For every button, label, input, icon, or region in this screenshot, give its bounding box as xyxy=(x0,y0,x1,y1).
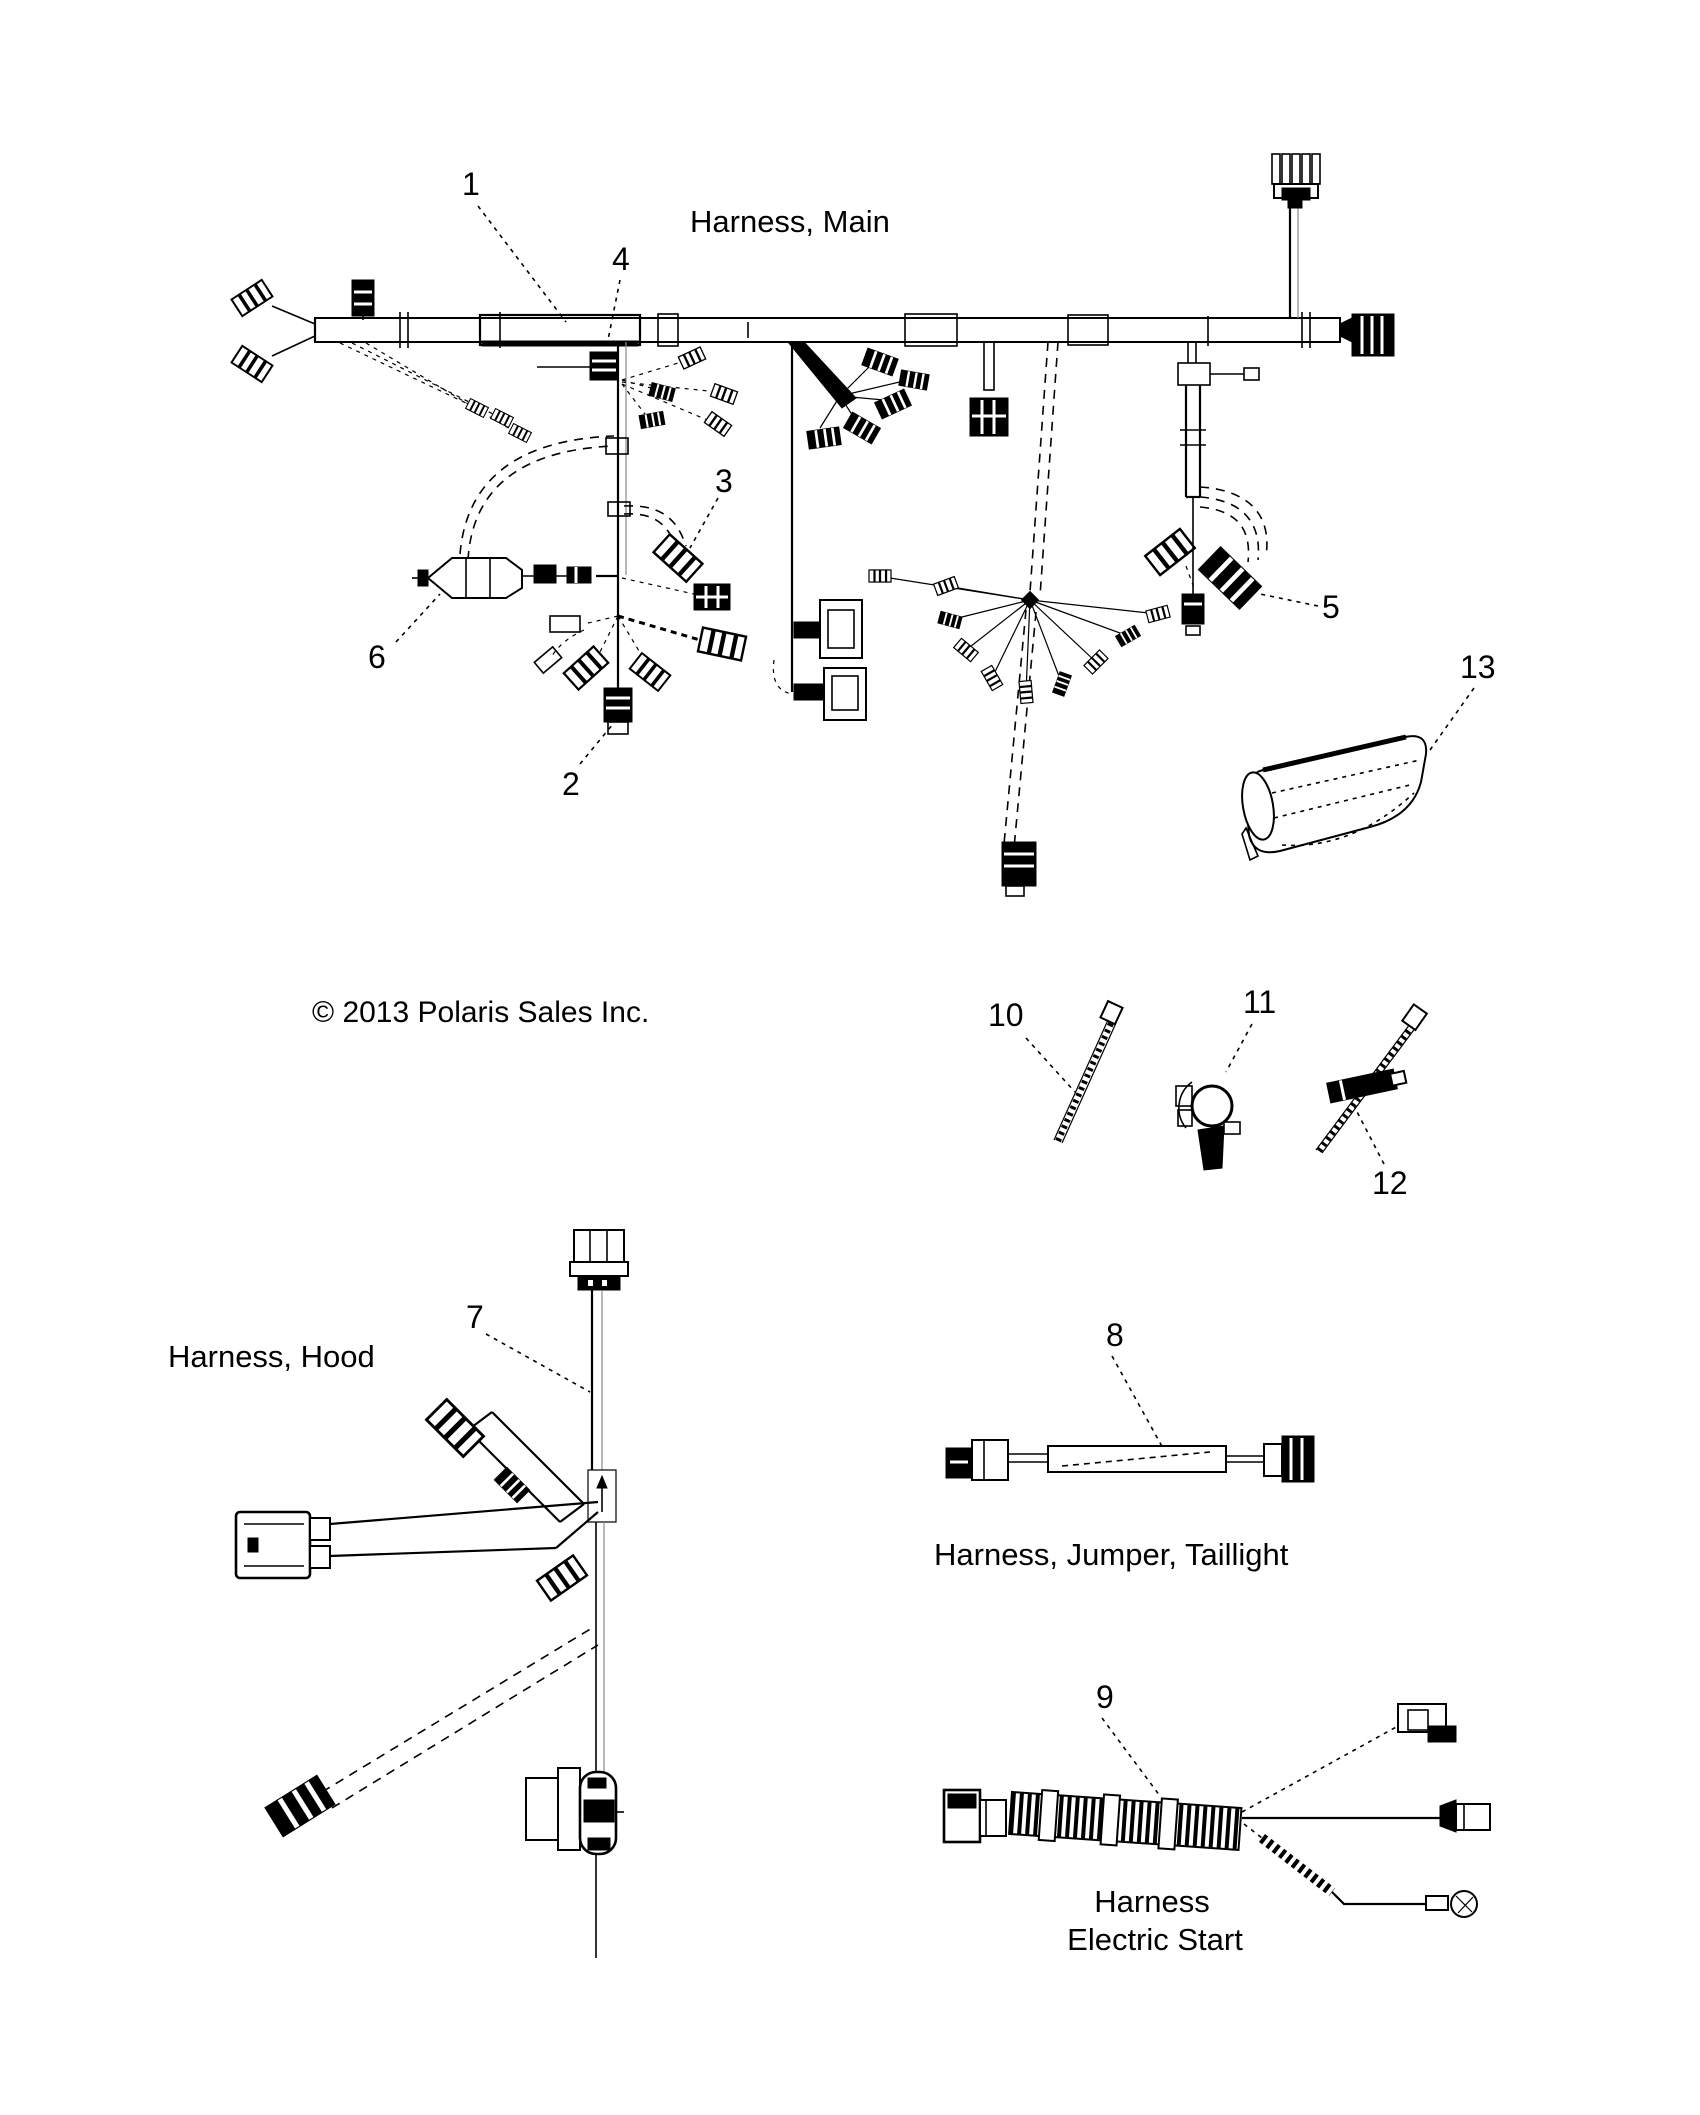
terminal xyxy=(938,611,962,628)
main-right-end-connector xyxy=(1340,314,1394,356)
connector xyxy=(862,348,898,375)
label-electric-start-1: Harness xyxy=(1094,1884,1210,1919)
terminal xyxy=(639,411,665,428)
callout-5: 5 xyxy=(1322,589,1340,625)
hood-main-connector xyxy=(236,1512,330,1578)
terminal xyxy=(1115,625,1140,646)
headlight-connector xyxy=(526,1768,624,1854)
part-13-boot xyxy=(1237,736,1426,860)
terminal xyxy=(934,577,959,596)
part-11-clamp xyxy=(1176,1082,1240,1170)
callout-7: 7 xyxy=(466,1299,484,1335)
connector xyxy=(266,1776,334,1836)
terminal xyxy=(704,412,731,437)
connector xyxy=(574,1230,624,1262)
terminal xyxy=(954,638,979,661)
clamp xyxy=(1178,363,1210,385)
connector xyxy=(352,280,374,316)
terminal xyxy=(981,665,1002,690)
label-harness-hood: Harness, Hood xyxy=(168,1339,375,1374)
connector xyxy=(1398,1704,1456,1742)
main-harness xyxy=(232,154,1394,896)
terminal xyxy=(678,347,705,369)
callout-9: 9 xyxy=(1096,1679,1114,1715)
label-electric-start-2: Electric Start xyxy=(1067,1922,1243,1957)
callout-12: 12 xyxy=(1372,1165,1408,1201)
electric-start-harness xyxy=(944,1704,1490,1917)
connector xyxy=(1182,594,1204,624)
connector xyxy=(232,346,273,382)
callout-1: 1 xyxy=(462,166,480,202)
terminal xyxy=(491,409,514,428)
corrugated-tube xyxy=(1009,1788,1242,1854)
connector-4 xyxy=(590,352,618,380)
connector xyxy=(807,427,841,449)
callout-10: 10 xyxy=(988,997,1024,1033)
main-topright-connector xyxy=(1272,154,1320,318)
connector xyxy=(1002,842,1036,886)
connector xyxy=(232,280,273,316)
spade-terminal xyxy=(1456,1804,1490,1830)
terminal xyxy=(564,646,608,689)
main-branch-center xyxy=(773,342,1170,896)
callout-6: 6 xyxy=(368,639,386,675)
connector xyxy=(844,412,881,443)
jumper-harness xyxy=(946,1436,1314,1482)
terminal xyxy=(1053,672,1072,697)
terminal xyxy=(698,628,746,661)
terminal xyxy=(630,653,671,691)
connector xyxy=(494,1467,529,1502)
relay-socket xyxy=(820,600,862,658)
terminal xyxy=(1146,605,1170,622)
callout-8: 8 xyxy=(1106,1317,1124,1353)
part-10-cable-tie xyxy=(1054,1001,1123,1143)
copyright-text: © 2013 Polaris Sales Inc. xyxy=(312,996,650,1029)
part-12-cable-tie-mount xyxy=(1316,1004,1427,1153)
callout-3: 3 xyxy=(715,463,733,499)
terminal xyxy=(466,399,489,418)
connector-2 xyxy=(604,688,632,722)
terminal xyxy=(649,383,676,402)
callout-11: 11 xyxy=(1243,984,1277,1020)
callout-2: 2 xyxy=(562,766,580,802)
callout-4: 4 xyxy=(612,241,630,277)
main-left-fork xyxy=(232,280,532,443)
main-branch-right xyxy=(1145,342,1267,635)
terminal xyxy=(1019,681,1033,704)
terminal xyxy=(509,424,532,443)
callout-13: 13 xyxy=(1460,649,1496,685)
connector xyxy=(427,1400,484,1457)
main-trunk xyxy=(315,312,1340,348)
fuse-bullet xyxy=(428,558,522,598)
callout-numbers xyxy=(368,166,1496,1715)
connector xyxy=(1282,1436,1314,1482)
connector xyxy=(875,389,911,418)
terminal xyxy=(869,570,891,582)
terminal xyxy=(710,384,737,405)
connector xyxy=(537,1555,587,1600)
coiled-wire xyxy=(1262,1838,1332,1892)
sleeve-tube xyxy=(1048,1446,1226,1472)
connector-5 xyxy=(1199,547,1261,608)
connector xyxy=(899,370,929,390)
label-harness-main: Harness, Main xyxy=(690,204,890,239)
connector-3 xyxy=(654,534,703,581)
label-harness-jumper: Harness, Jumper, Taillight xyxy=(934,1537,1289,1572)
